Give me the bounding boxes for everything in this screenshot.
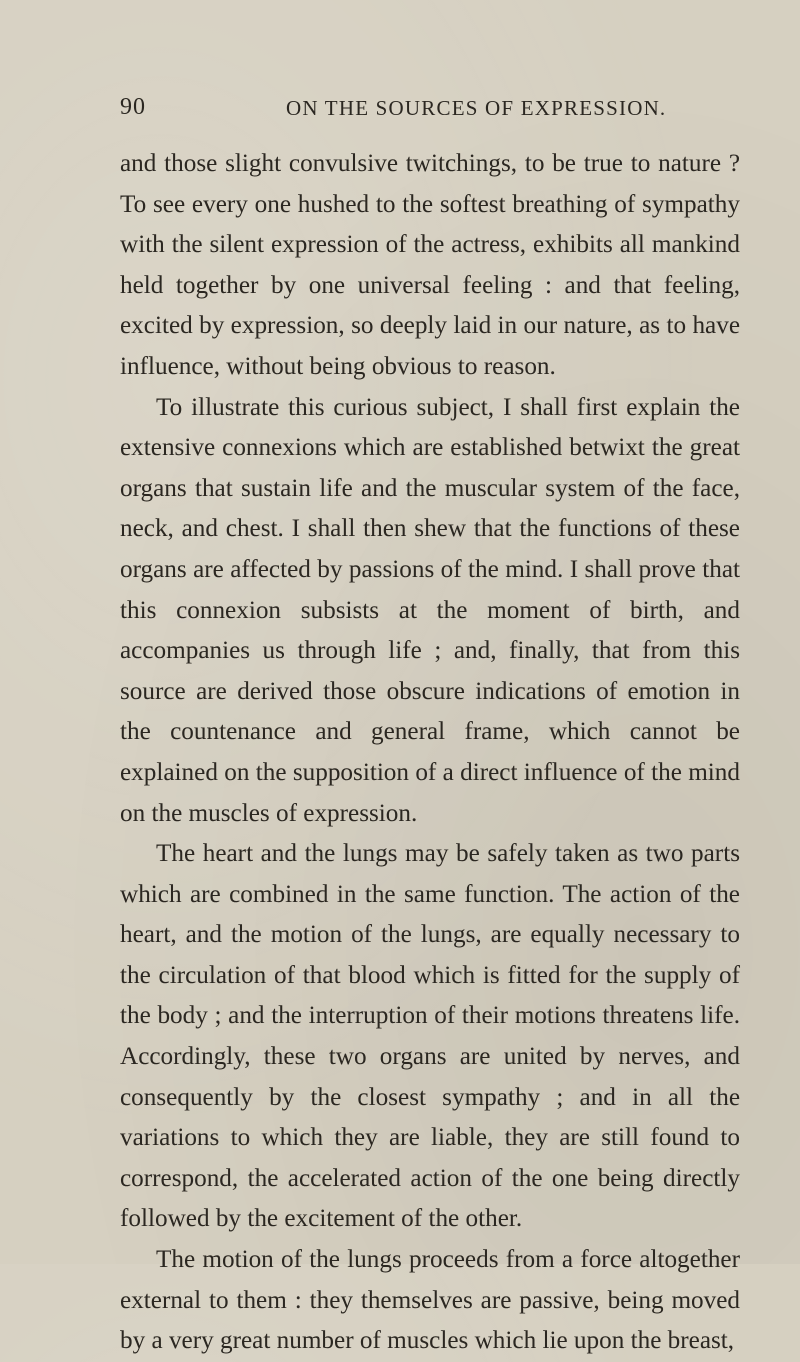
body-text — [120, 144, 740, 1362]
page-number: 90 — [120, 94, 146, 120]
running-title: ON THE SOURCES OF EXPRESSION. — [286, 96, 667, 120]
paragraph: The heart and the lungs may be safely taken as two parts which are combined in the same function. The action of the heart, and the motion of the lungs, are equally necessary to the circulation of that blood which is fitted for the supply of the body ; and the interruption of their motions threatens life. Accordingly, these two organs are united by nerves, and consequently by the closest sympathy ; and in all the variations to which they are liable, they are still found to correspond, the accelerated action of the one being directly followed by the excitement of the other. — [120, 840, 740, 1233]
paragraph: The motion of the lungs proceeds from a force altogether external to them : they themselves are passive, being moved by a very great number of muscles which lie upon the breast, — [120, 1246, 740, 1355]
paragraph: To illustrate this curious subject, I shall first explain the extensive connexions which are established betwixt the great organs that sustain life and the muscular system of the face, neck, and chest. I shall then shew that the functions of these organs are affected by passions of the mind. I shall prove that this connexion subsists at the moment of birth, and accompanies us through life ; and, finally, that from this source are derived those obscure indications of emotion in the countenance and general frame, which cannot be explained on the supposition of a direct influence of the mind on the muscles of expression. — [120, 393, 740, 827]
running-head — [120, 94, 740, 130]
paragraph-continuation: and those slight convulsive twitchings, to be true to nature ? To see every one hushed to the softest breathing of sympathy with the silent expression of the actress, exhibits all mankind held together by one universal feeling : and that feeling, excited by expression, so deeply laid in our nature, as to have influence, without being obvious to reason. — [120, 150, 740, 380]
